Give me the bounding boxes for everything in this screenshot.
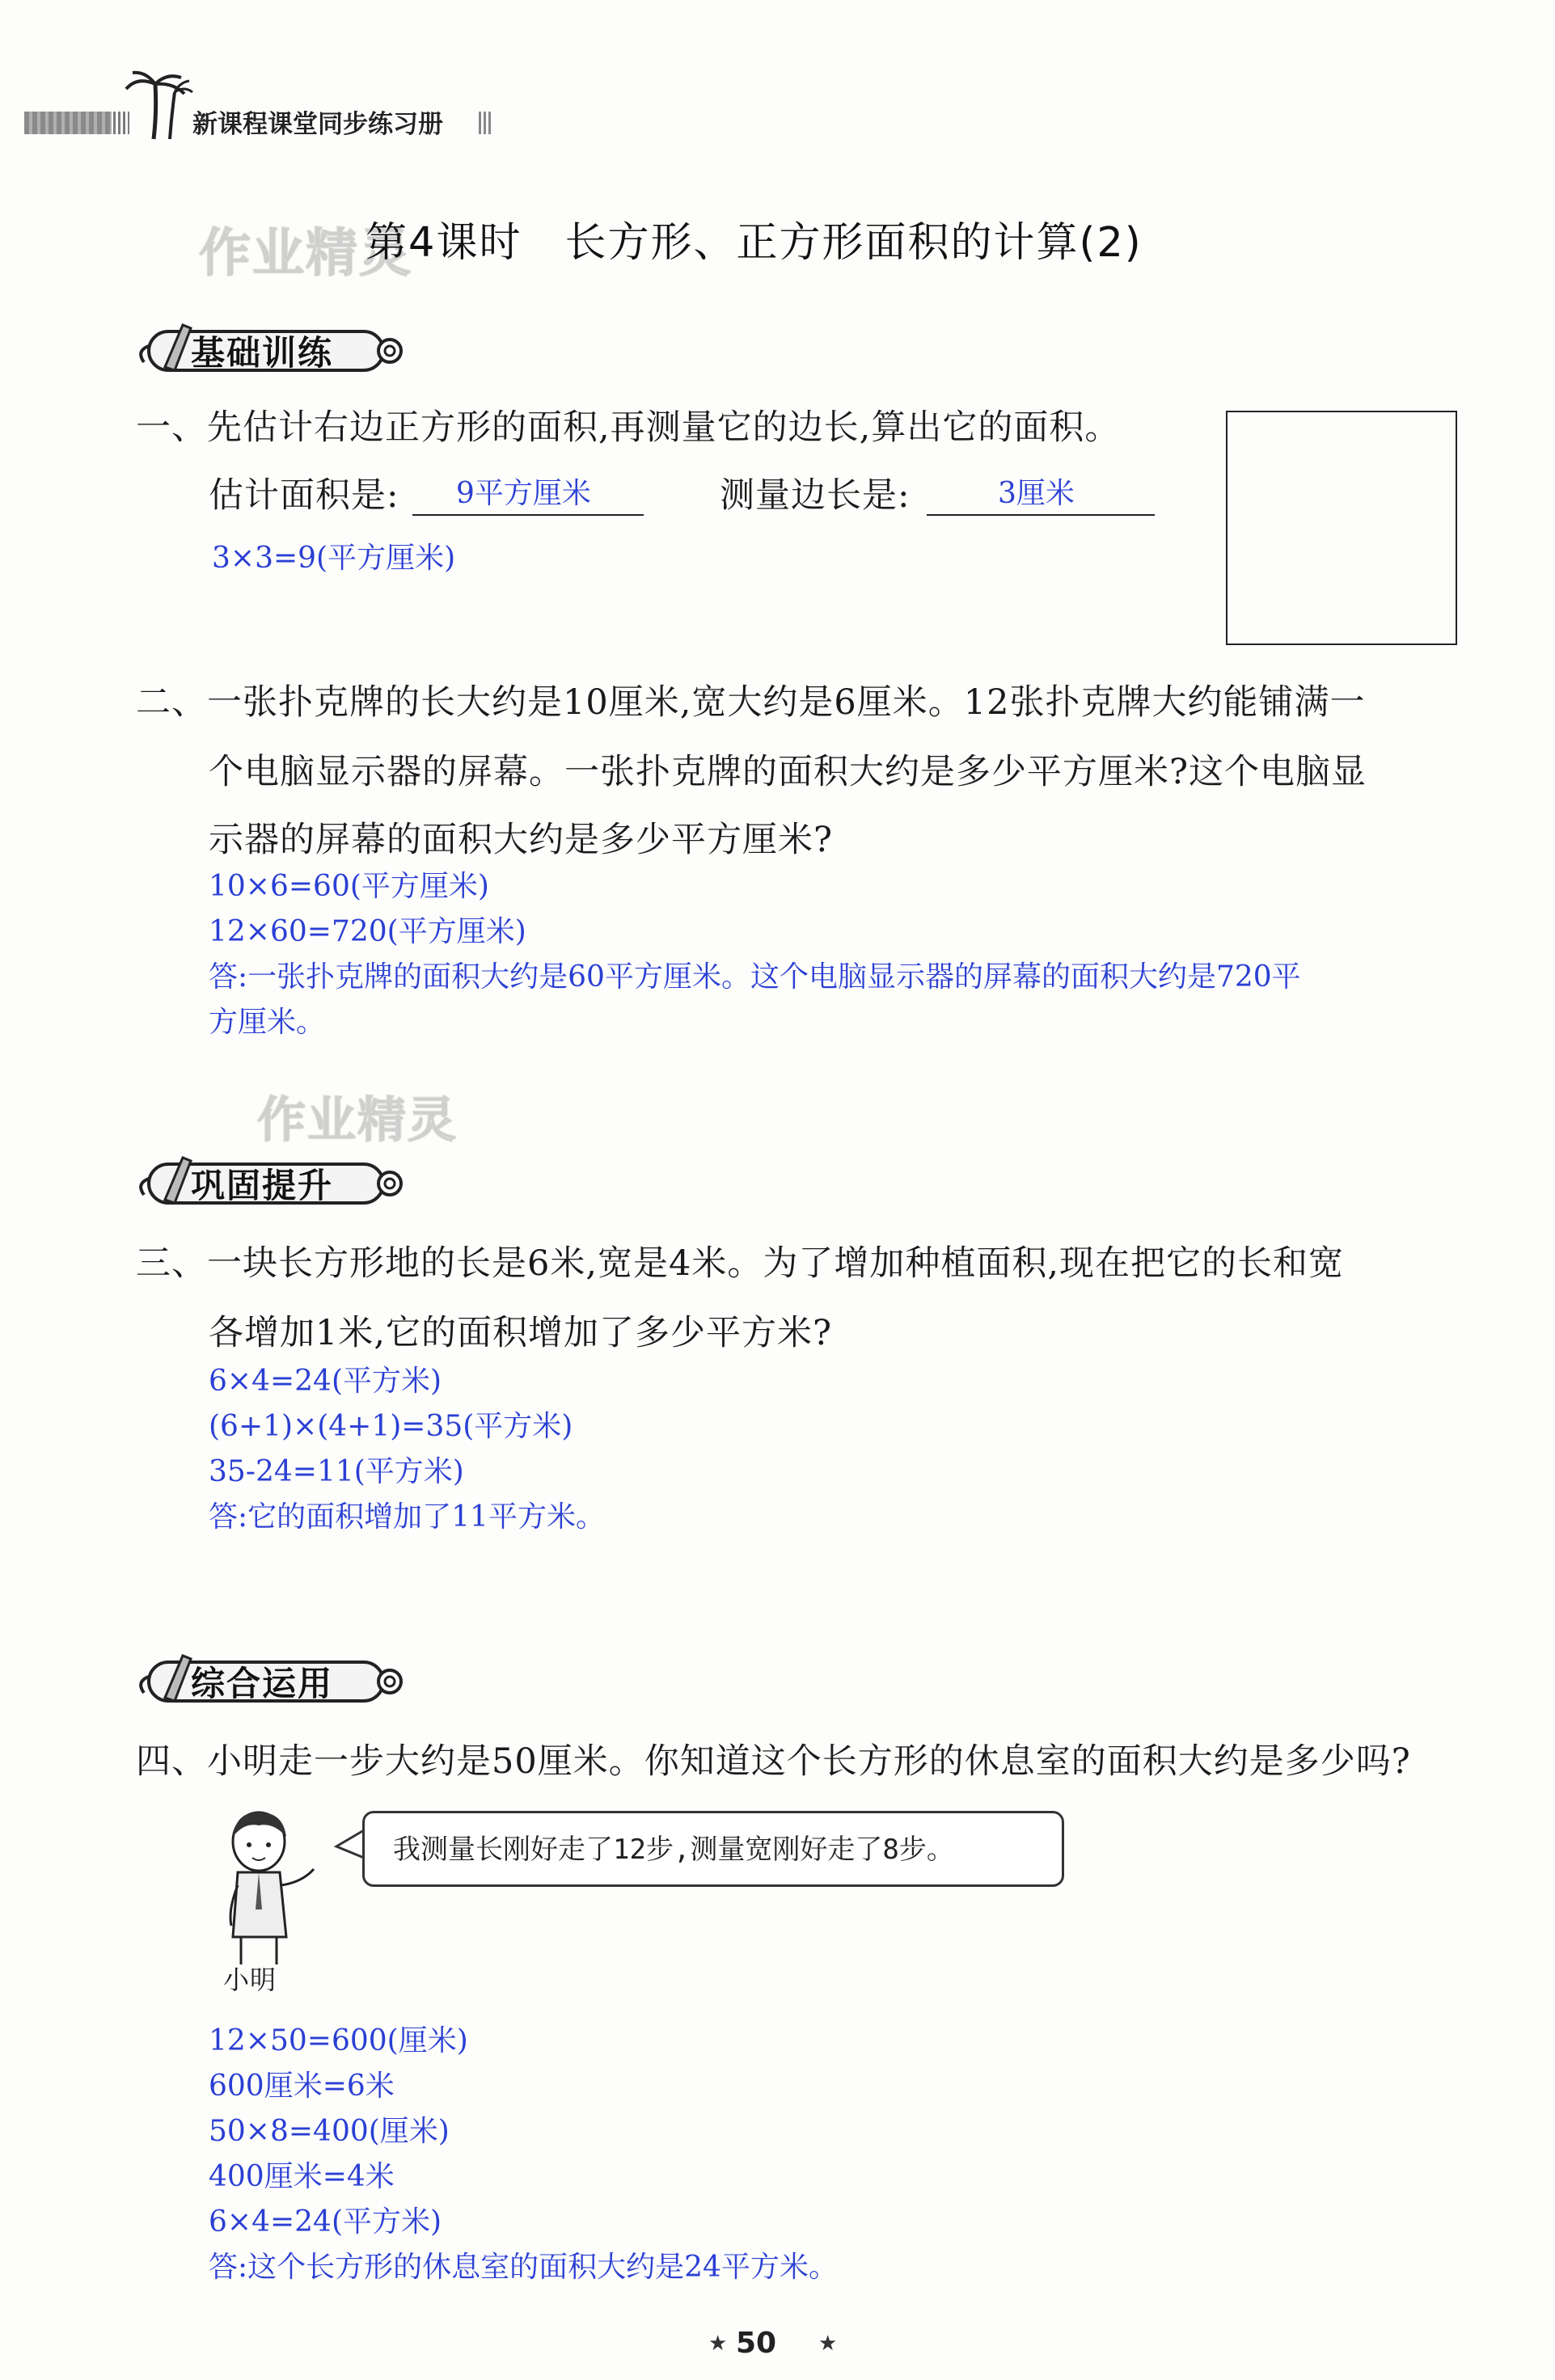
section-badge-basic	[133, 322, 408, 375]
question-4-text: 四、小明走一步大约是50厘米。你知道这个长方形的休息室的面积大约是多少吗?	[136, 1741, 1411, 1782]
section-badge-apply	[133, 1652, 408, 1706]
question-2-answer: 方厘米。	[209, 1006, 326, 1039]
page-number: 50	[736, 2327, 777, 2360]
character-name: 小明	[223, 1964, 277, 1995]
section-label: 基础训练	[191, 333, 334, 373]
question-2-line: 示器的屏幕的面积大约是多少平方厘米?	[209, 820, 834, 860]
question-4-answer: 答:这个长方形的休息室的面积大约是24平方米。	[209, 2251, 838, 2284]
question-1-estimate-label: 估计面积是:	[209, 475, 399, 516]
measure-answer: 3厘米	[998, 477, 1075, 510]
question-3-answer: (6+1)×(4+1)=35(平方米)	[209, 1410, 573, 1443]
watermark: 作业精灵	[257, 1092, 458, 1149]
question-3-line: 三、一块长方形地的长是6米,宽是4米。为了增加种植面积,现在把它的长和宽	[136, 1243, 1345, 1284]
square-figure	[1226, 411, 1457, 645]
question-2-answer: 10×6=60(平方厘米)	[209, 870, 489, 903]
question-2-line: 个电脑显示器的屏幕。一张扑克牌的面积大约是多少平方厘米?这个电脑显	[209, 752, 1367, 792]
speech-bubble-text: 我测量长刚好走了12步,测量宽刚好走了8步。	[393, 1834, 954, 1866]
section-label: 巩固提升	[191, 1166, 334, 1205]
question-3-answer: 6×4=24(平方米)	[209, 1365, 442, 1398]
question-4-answer: 400厘米=4米	[209, 2160, 395, 2193]
star-icon: ★	[818, 2331, 838, 2356]
question-3-answer: 答:它的面积增加了11平方米。	[209, 1500, 605, 1534]
section-label: 综合运用	[191, 1664, 334, 1703]
star-icon: ★	[708, 2331, 728, 2356]
question-1-text: 一、先估计右边正方形的面积,再测量它的边长,算出它的面积。	[136, 407, 1121, 448]
question-1-measure-label: 测量边长是:	[720, 475, 911, 516]
question-2-line: 二、一张扑克牌的长大约是10厘米,宽大约是6厘米。12张扑克牌大约能铺满一	[136, 682, 1366, 723]
question-3-line: 各增加1米,它的面积增加了多少平方米?	[209, 1313, 833, 1353]
boy-illustration-icon	[209, 1804, 338, 1966]
header-decoration-bar	[24, 112, 112, 134]
palm-tree-icon	[121, 68, 194, 141]
section-badge-consolidate	[133, 1154, 408, 1208]
question-4-answer: 600厘米=6米	[209, 2070, 395, 2103]
estimate-answer: 9平方厘米	[456, 477, 591, 510]
header-title: 新课程课堂同步练习册	[192, 110, 443, 139]
header-end-decoration	[479, 112, 492, 134]
question-3-answer: 35-24=11(平方米)	[209, 1455, 464, 1488]
question-4-answer: 50×8=400(厘米)	[209, 2115, 450, 2148]
question-4-answer: 12×50=600(厘米)	[209, 2024, 468, 2057]
question-4-answer: 6×4=24(平方米)	[209, 2205, 442, 2239]
question-1-work: 3×3=9(平方厘米)	[212, 542, 456, 575]
question-2-answer: 答:一张扑克牌的面积大约是60平方厘米。这个电脑显示器的屏幕的面积大约是720平	[209, 960, 1301, 994]
watermark: 作业精灵	[199, 224, 412, 284]
question-2-answer: 12×60=720(平方厘米)	[209, 915, 526, 948]
lesson-title: 第4课时 长方形、正方形面积的计算(2)	[366, 219, 1143, 267]
